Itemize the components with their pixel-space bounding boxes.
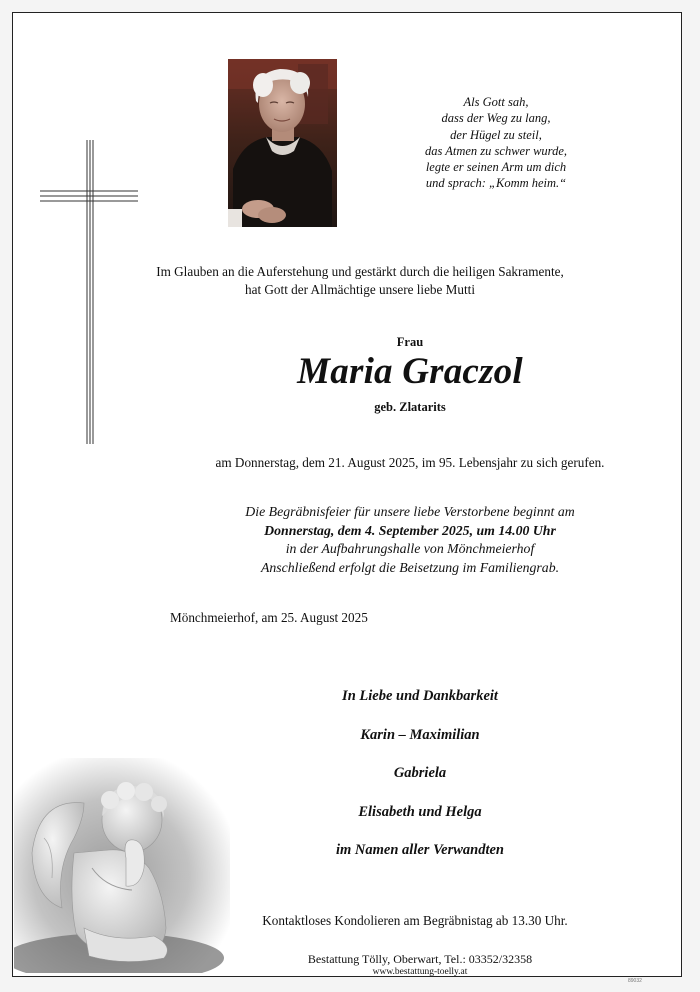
mourner-line: Elisabeth und Helga (358, 803, 482, 820)
maiden-name: geb. Zlatarits (374, 400, 446, 414)
mourner-line: im Namen aller Verwandten (336, 842, 504, 858)
poem-line: dass der Weg zu lang, (441, 111, 551, 126)
death-notice: am Donnerstag, dem 21. August 2025, im 95. Lebensjahr zu sich gerufen. (215, 455, 605, 470)
undertaker-website[interactable]: www.bestattung-toelly.at (372, 967, 468, 977)
funeral-line-1: Die Begräbnisfeier für unsere liebe Verstorbene beginnt am (245, 504, 575, 519)
intro-line-2: hat Gott der Allmächtige unsere liebe Mutti (245, 281, 475, 297)
poem-line: legte er seinen Arm um dich (425, 160, 567, 175)
poem-line: der Hügel zu steil, (450, 127, 542, 142)
poem (396, 94, 596, 192)
deceased-name: Maria Graczol (297, 351, 523, 392)
place-date: Mönchmeierhof, am 25. August 2025 (170, 610, 368, 625)
angel-statue-icon (14, 758, 230, 973)
poem-line: das Atmen zu schwer wurde, (424, 143, 567, 158)
document-code: 89032 (628, 978, 642, 984)
mourner-line: In Liebe und Dankbarkeit (342, 688, 498, 704)
intro-text (150, 263, 570, 298)
funeral-date: Donnerstag, dem 4. September 2025, um 14.00 Uhr (264, 522, 556, 538)
funeral-line-3: in der Aufbahrungshalle von Mönchmeierhof (285, 541, 535, 556)
funeral-details (170, 503, 650, 577)
poem-line: und sprach: „Komm heim.“ (425, 176, 567, 191)
mourners-list (250, 688, 590, 881)
funeral-line-4: Anschließend erfolgt die Beisetzung im Familiengrab. (260, 559, 560, 575)
condolence-note: Kontaktloses Kondolieren am Begräbnistag ab 13.30 Uhr. (262, 913, 568, 928)
intro-line-1: Im Glauben an die Auferstehung und gestärkt durch die heiligen Sakramente, (156, 264, 564, 279)
mourner-line: Gabriela (393, 765, 447, 781)
deceased-title: Frau (396, 335, 424, 349)
mourner-line: Karin – Maximilian (360, 726, 480, 743)
portrait-photo (228, 59, 337, 227)
undertaker-info: Bestattung Tölly, Oberwart, Tel.: 03352/32358 (307, 952, 533, 966)
cross-icon (38, 138, 140, 446)
poem-line: Als Gott sah, (463, 95, 529, 109)
